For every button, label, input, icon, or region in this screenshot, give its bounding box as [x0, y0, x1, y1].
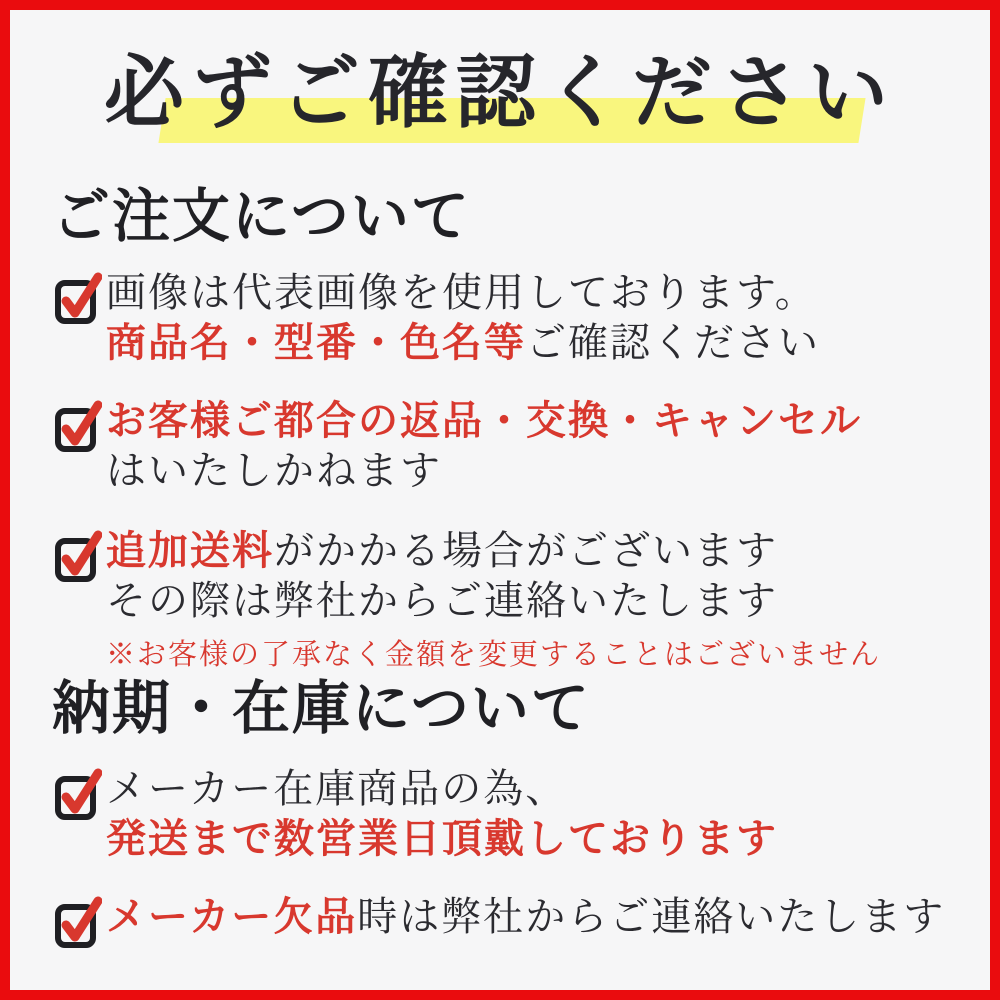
checklist-item-out-of-stock: [54, 892, 945, 949]
text-segment: 画像は代表画像を使用しております。: [106, 270, 817, 315]
checkbox-checked-icon: [54, 767, 102, 821]
item-note: ※お客様の了承なく金額を変更することはございません: [106, 639, 882, 671]
text-segment: その際は弊社からご連絡いたします: [106, 578, 778, 623]
title-wrap: [10, 50, 990, 138]
item-text: [106, 268, 820, 368]
item-text: [106, 892, 945, 942]
text-segment: 時は弊社からご連絡いたします: [357, 894, 946, 939]
text-segment-red: 発送まで数営業日頂戴しております: [106, 816, 778, 861]
text-segment-red: 追加送料: [106, 528, 274, 573]
text-segment: メーカー在庫商品の為、: [106, 766, 568, 811]
page-title: 必ずご確認ください: [104, 50, 896, 138]
checkbox-checked-icon: [54, 529, 102, 583]
checklist-item-lead-time: [54, 764, 778, 864]
item-line: [106, 396, 862, 446]
section-heading-stock: 納期・在庫について: [52, 676, 591, 741]
text-segment-red: メーカー欠品: [106, 894, 358, 939]
item-line: [106, 526, 881, 576]
text-segment: ご確認ください: [526, 320, 820, 365]
section-heading-order: ご注文について: [52, 184, 471, 249]
item-line: [106, 814, 778, 864]
item-line: [106, 892, 945, 942]
checklist-item-extra-shipping: [54, 526, 881, 675]
checklist-item-returns: [54, 396, 862, 496]
checkbox-checked-icon: [54, 271, 102, 325]
item-line: [106, 268, 820, 318]
text-segment: がかかる場合がございます: [274, 528, 778, 573]
item-text: [106, 526, 881, 675]
checkbox-checked-icon: [54, 399, 102, 453]
item-text: [106, 396, 862, 496]
text-segment: はいたしかねます: [106, 448, 442, 493]
checklist-item-representative-image: [54, 268, 820, 368]
item-line: [106, 318, 820, 368]
checkbox-checked-icon: [54, 895, 102, 949]
item-line: [106, 576, 881, 626]
item-line: [106, 446, 862, 496]
item-text: [106, 764, 778, 864]
item-line: [106, 764, 778, 814]
text-segment-red: 商品名・型番・色名等: [106, 320, 526, 365]
text-segment-red: お客様ご都合の返品・交換・キャンセル: [106, 398, 862, 443]
